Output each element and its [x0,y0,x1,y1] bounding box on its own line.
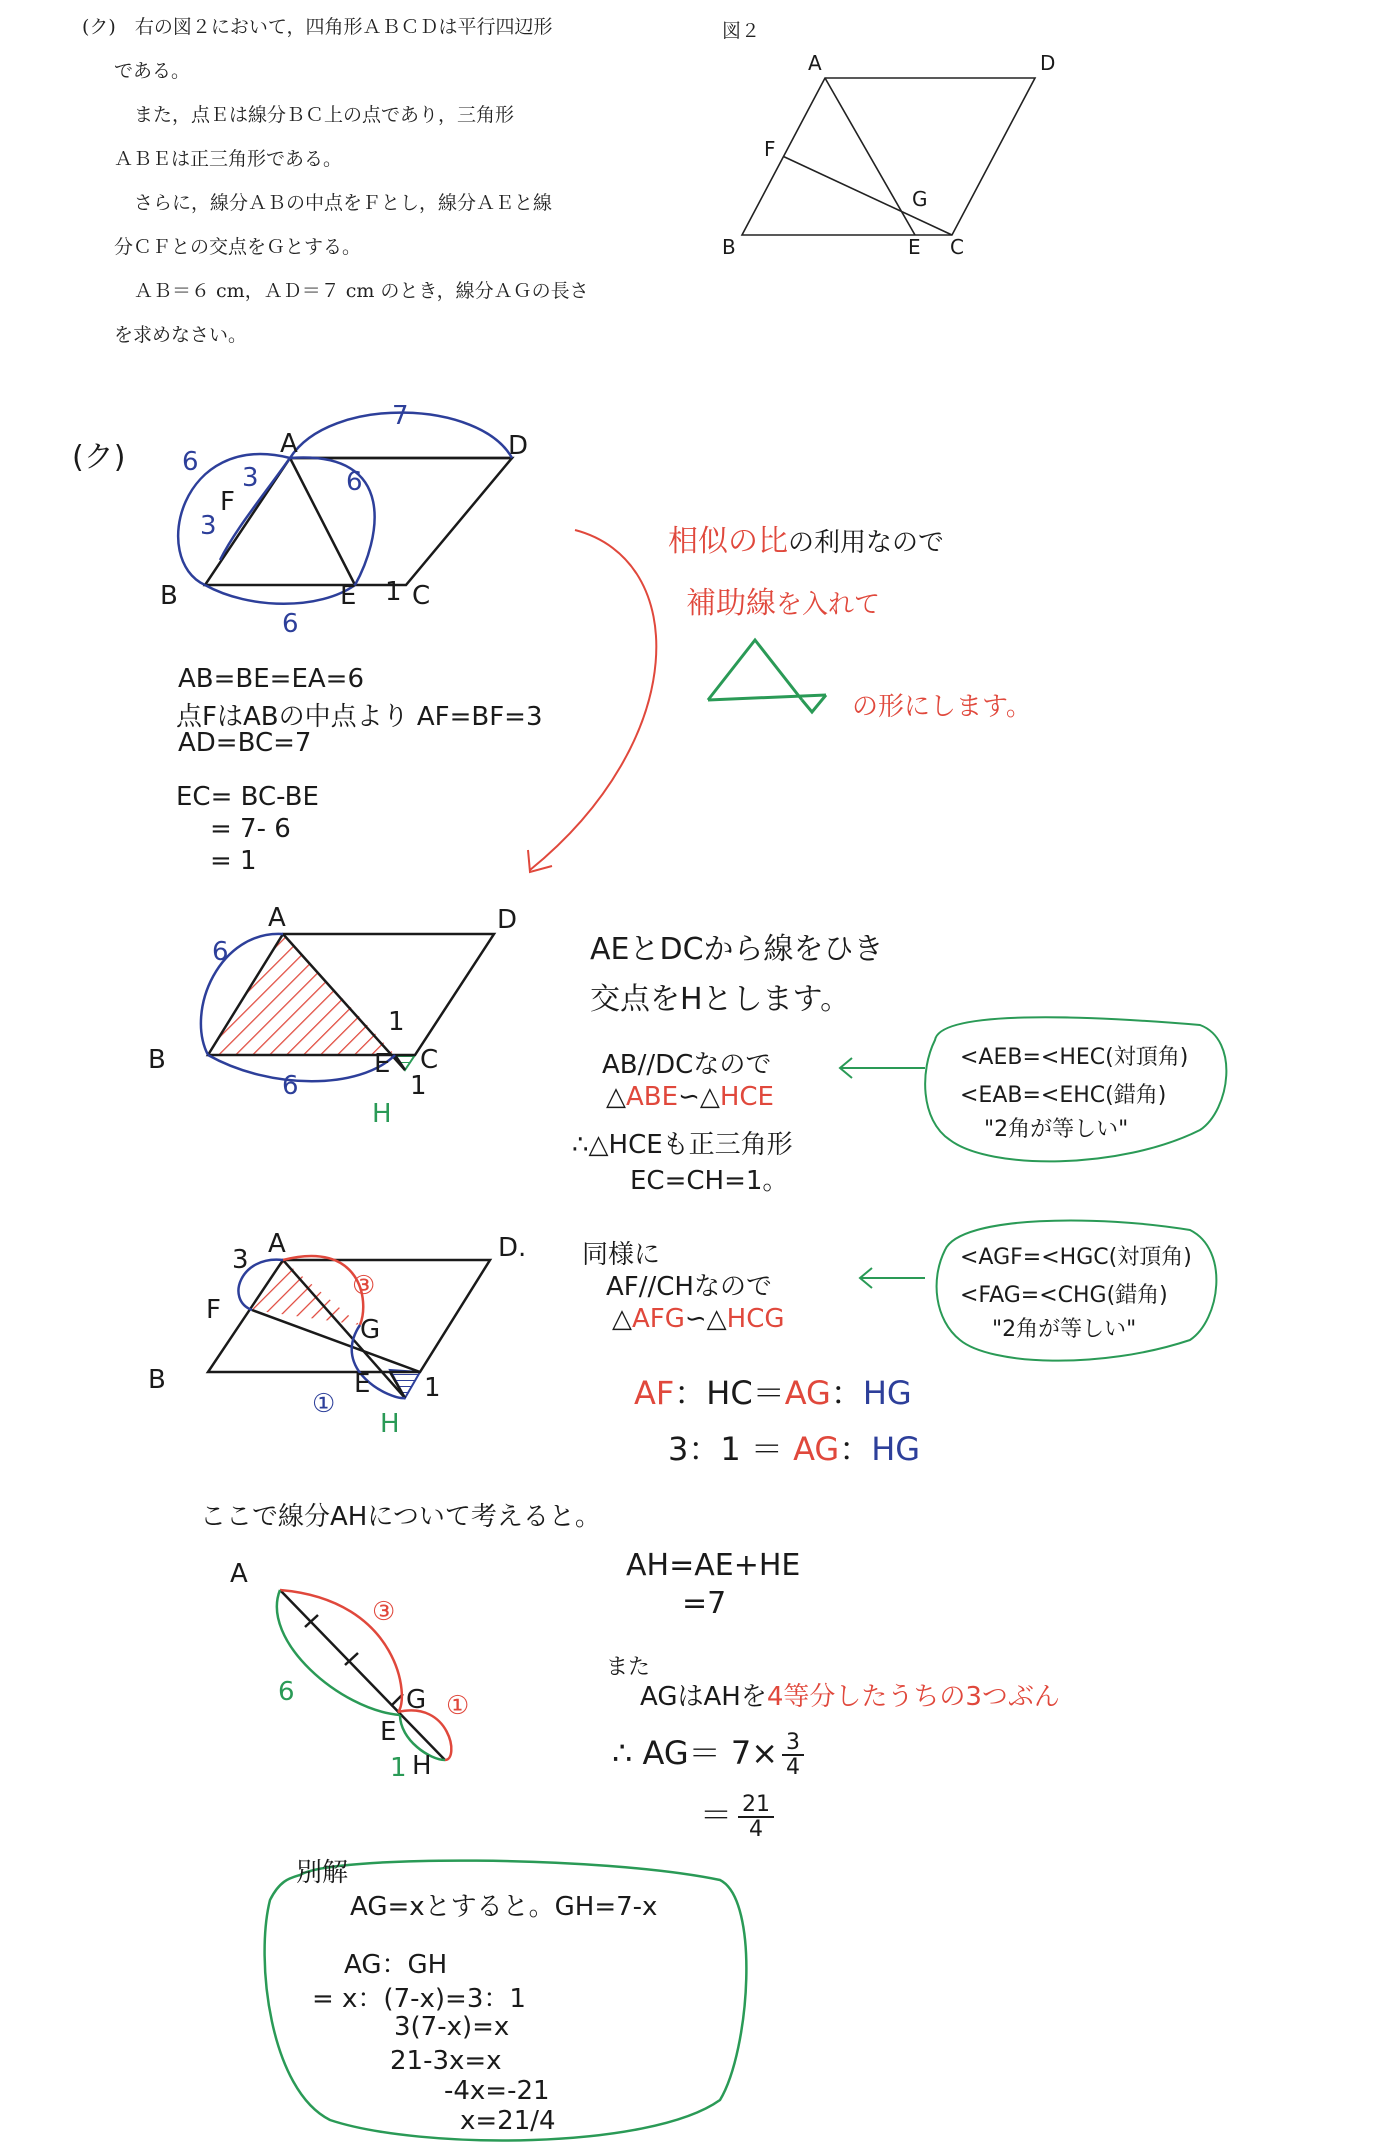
d3-len-af: 3 [232,1245,249,1275]
problem-line-8: を求めなさい。 [114,324,248,346]
ratio2-colon: ： [839,1430,872,1468]
step5-line-1: 同様に [582,1240,661,1270]
fig2-label-g: G [912,187,928,211]
alt-line-5: 21-3x=x [390,2046,502,2076]
alt-line-3: = x：(7-x)=3：1 [312,1984,526,2014]
ratio1-hc: ：HC＝ [674,1374,785,1412]
step2-line-2: = 7- 6 [210,814,291,844]
note1-line-2: <EAB=<EHC(錯角) [960,1083,1167,1108]
step1-line-3: AD=BC=7 [178,728,312,758]
step6-text: ここで線分AHについて考えると。 [200,1502,601,1532]
d1-label-b: B [160,581,178,611]
alt-line-6: -4x=-21 [444,2076,550,2106]
d4-label-g: G [406,1685,427,1715]
d2-label-d: D [497,905,518,935]
d1-len-ae: 6 [346,467,363,497]
d1-len-ec: 1 [385,577,402,607]
alt-line-1: AG=xとすると。GH=7-x [350,1892,658,1922]
d3-label-b: B [148,1365,166,1395]
d4-len-eh: 1 [390,1753,407,1783]
alt-title: 別解 [296,1858,349,1888]
d4-len-gh: ① [446,1691,470,1721]
d2-len-be: 6 [282,1071,299,1101]
d3-label-a: A [268,1229,286,1259]
step8-four-parts: 4等分したうちの3つぶん [766,1682,1060,1712]
d4-len-ae: 6 [278,1677,295,1707]
note2-line-3: "2角が等しい" [992,1317,1137,1342]
step4-abe: ABE [626,1082,679,1112]
step5-afg: AFG [632,1304,685,1334]
d1-len-af: 3 [242,463,259,493]
hint-line-3: の形にします。 [852,692,1032,722]
d1-label-c: C [412,581,431,611]
note1-line-1: <AEB=<HEC(対頂角) [960,1045,1189,1070]
step5-line-2: AF//CHなので [606,1272,772,1302]
alt-line-4: 3(7-x)=x [394,2012,510,2042]
hint-keyword-similar: 相似の比 [668,524,788,559]
step3-line-1: AEとDCから線をひき [590,932,884,967]
d4-label-a: A [230,1559,248,1589]
fig2-label-e: E [908,235,921,259]
step7-line-1: AH=AE+HE [626,1548,801,1583]
d4-label-e: E [380,1717,397,1747]
step3-line-2: 交点をHとします。 [590,982,851,1017]
step2-line-3: = 1 [210,846,257,876]
hint-text-1: の利用なので [788,528,945,558]
d2-len-ab: 6 [212,937,229,967]
step8-num: 3 [782,1731,804,1756]
ratio1-colon: ： [830,1374,863,1412]
d2-label-h: H [372,1099,392,1129]
problem-line-4: ＡＢＥは正三角形である。 [114,148,343,170]
alt-line-7: x=21/4 [460,2106,556,2136]
d1-len-ba: 6 [182,447,199,477]
ratio2-ag: AG [793,1430,840,1468]
step2-line-1: EC= BC-BE [176,782,319,812]
d1-label-e: E [340,581,357,611]
problem-line-3: また，点Ｅは線分ＢＣ上の点であり，三角形 [134,104,515,126]
d3-label-h: H [380,1409,400,1439]
d1-len-ad: 7 [392,401,409,431]
problem-line-5: さらに，線分ＡＢの中点をＦとし，線分ＡＥと線 [134,192,553,214]
d3-label-d: D. [498,1233,527,1263]
d1-label-d: D [508,431,529,461]
d2-len-ch: 1 [410,1071,427,1101]
step8-ag-eq: ∴ AG＝ 7× [612,1734,779,1772]
step5-sim: ∽△ [684,1304,727,1334]
problem-line-7: ＡＢ＝６ cm，ＡＤ＝７ cm のとき，線分ＡＧの長さ [134,280,589,302]
step5-tri1: △ [612,1304,632,1334]
step8-ag-ah: AGはAHを [640,1682,767,1712]
problem-line-2: である。 [114,60,191,82]
fig2-label-f: F [764,137,776,161]
d3-label-e: E [354,1369,371,1399]
d4-label-h: H [412,1751,432,1781]
d2-label-c: C [420,1045,439,1075]
step7-line-2: =7 [682,1586,727,1621]
d2-len-ec: 1 [388,1007,405,1037]
step1-line-2: 点FはABの中点より AF=BF=3 [176,702,543,732]
problem-line-1: (ク) 右の図２において，四角形ＡＢＣＤは平行四辺形 [82,16,553,38]
d3-label-f: F [206,1295,221,1325]
note2-line-1: <AGF=<HGC(対頂角) [960,1245,1192,1270]
step4-hce: HCE [719,1082,774,1112]
step5-hcg: HCG [726,1304,785,1334]
d2-label-a: A [268,903,286,933]
d2-label-e: E [374,1049,391,1079]
fig2-label-a: A [808,51,822,75]
alt-line-2: AG：GH [344,1950,448,1980]
ratio2-hg: HG [871,1430,921,1468]
step8-line-1: また [606,1655,651,1680]
step4-sim: ∽△ [678,1082,720,1112]
d1-len-fb: 3 [200,511,217,541]
step4-tri1: △ [606,1082,626,1112]
problem-line-6: 分ＣＦとの交点をＧとする。 [114,236,362,258]
ratio2-31: 3：1 ＝ [668,1430,783,1468]
step8-den: 4 [786,1755,801,1780]
step4-line-4: EC=CH=1。 [630,1166,789,1196]
fig2-label-d: D [1040,51,1056,75]
d1-label-f: F [220,487,235,517]
note1-line-3: "2角が等しい" [984,1117,1129,1142]
note2-line-2: <FAG=<CHG(錯角) [960,1283,1168,1308]
step1-line-1: AB=BE=EA=6 [178,664,364,694]
ratio1-af: AF [634,1374,675,1412]
step8-den2: 4 [749,1817,764,1842]
d2-label-b: B [148,1045,166,1075]
step4-line-3: ∴△HCEも正三角形 [572,1130,793,1160]
fig2-label-c: C [950,235,964,259]
figure-title: 図２ [722,20,761,42]
d3-len-ec: 1 [424,1373,441,1403]
d3-label-g: G [360,1315,381,1345]
solution-label: (ク) [72,440,126,475]
step4-line-1: AB//DCなので [602,1050,772,1080]
d1-label-a: A [280,429,298,459]
d4-len-ag: ③ [372,1597,396,1627]
step8-eq: ＝ [700,1796,733,1834]
hint-keyword-aux: 補助線 [686,586,776,621]
d3-len-ag: ③ [352,1271,376,1301]
fig2-label-b: B [722,235,736,259]
d3-len-eg: ① [312,1389,336,1419]
ratio1-hg: HG [862,1374,912,1412]
d1-len-be: 6 [282,609,299,639]
hint-text-2: を入れて [776,590,881,620]
step8-num2: 21 [738,1793,774,1818]
ratio1-ag: AG [784,1374,831,1412]
